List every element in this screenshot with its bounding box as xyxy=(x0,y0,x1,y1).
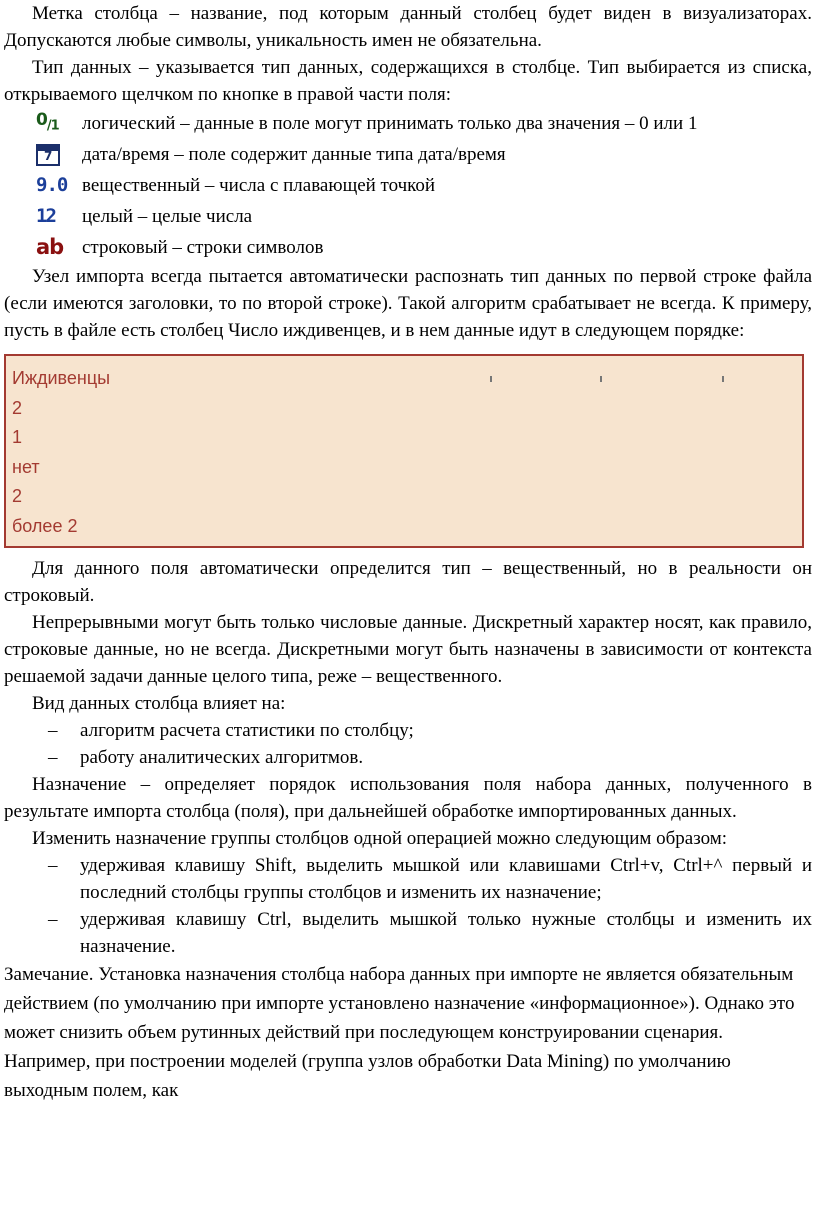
data-type-list xyxy=(4,108,812,263)
document-page xyxy=(4,0,812,1105)
example-header: Иждивенцы xyxy=(12,368,111,388)
list-item: – удерживая клавишу Shift, выделить мышкой или клавишами Ctrl+v, Ctrl+^ первый и последний столбцы группы столбцов и изменить их назначение; xyxy=(4,852,812,906)
paragraph-change-purpose: Изменить назначение группы столбцов одной операцией можно следующим образом: xyxy=(32,828,728,849)
type-item-logical xyxy=(36,108,812,139)
type-label: логический – данные в поле могут принимать только два значения – 0 или 1 xyxy=(82,113,698,134)
example-value: 2 xyxy=(12,397,23,418)
note-paragraph: Замечание. Установка назначения столбца набора данных при импорте не является обязательным действием (по умолчанию при импорте установлено назначение «информационное»). Однако это может снизить объем рутинных действий при последующем конструировании сценария. Например, при построении моделей (группа узлов обработки Data Mining) по умолчанию выходным полем, как xyxy=(4,964,795,1101)
paragraph-column-label: Метка столбца – название, под которым данный столбец будет виден в визуализаторах. Допускаются любые символы, уникальность имен не обязательна. xyxy=(4,3,812,51)
list-item: – удерживая клавишу Ctrl, выделить мышкой только нужные столбцы и изменить их назначение. xyxy=(4,906,812,960)
influence-list xyxy=(4,717,812,771)
type-item-string xyxy=(36,232,812,263)
logical-icon: $0_{/1}$ xyxy=(36,110,59,134)
type-item-float xyxy=(36,170,812,201)
example-value: более 2 xyxy=(12,515,78,536)
example-data-box xyxy=(4,354,804,548)
change-list xyxy=(4,852,812,960)
type-label: строковый – строки символов xyxy=(82,237,324,258)
type-item-integer xyxy=(36,201,812,232)
paragraph-data-type: Тип данных – указывается тип данных, содержащихся в столбце. Тип выбирается из списка, открываемого щелчком по кнопке в правой части поля: xyxy=(4,57,812,105)
example-value: нет xyxy=(12,456,40,477)
example-value: 1 xyxy=(12,427,23,448)
paragraph-purpose: Назначение – определяет порядок использования поля набора данных, полученного в результате импорта столбца (поля), при дальнейшей обработке импортированных данных. xyxy=(4,774,812,822)
decorative-marks xyxy=(490,376,740,382)
list-item: – работу аналитических алгоритмов. xyxy=(4,744,812,771)
float-icon: 9.0 xyxy=(36,174,68,196)
string-icon: ab xyxy=(36,235,64,259)
type-label: вещественный – числа с плавающей точкой xyxy=(82,175,436,196)
type-item-datetime xyxy=(36,139,812,170)
type-label: дата/время – поле содержит данные типа дата/время xyxy=(82,144,506,165)
paragraph-import-detection: Узел импорта всегда пытается автоматически распознать тип данных по первой строке файла (если имеются заголовки, то по второй строке). Такой алгоритм срабатывает не всегда. К примеру, пусть в файле есть столбец Число иждивенцев, и в нем данные идут в следующем порядке: xyxy=(4,266,812,341)
example-value: 2 xyxy=(12,486,23,507)
calendar-icon: 7 xyxy=(36,141,76,169)
integer-icon: 12 xyxy=(36,205,55,227)
type-label: целый – целые числа xyxy=(82,206,253,227)
paragraph-detected-type: Для данного поля автоматически определится тип – вещественный, но в реальности он строковый. xyxy=(4,558,812,606)
list-item: – алгоритм расчета статистики по столбцу; xyxy=(4,717,812,744)
paragraph-influence-intro: Вид данных столбца влияет на: xyxy=(32,693,286,714)
paragraph-continuous-discrete: Непрерывными могут быть только числовые данные. Дискретный характер носят, как правило, строковые данные, но не всегда. Дискретными могут быть назначены в зависимости от контекста решаемой задачи данные целого типа, реже – вещественного. xyxy=(4,612,812,687)
